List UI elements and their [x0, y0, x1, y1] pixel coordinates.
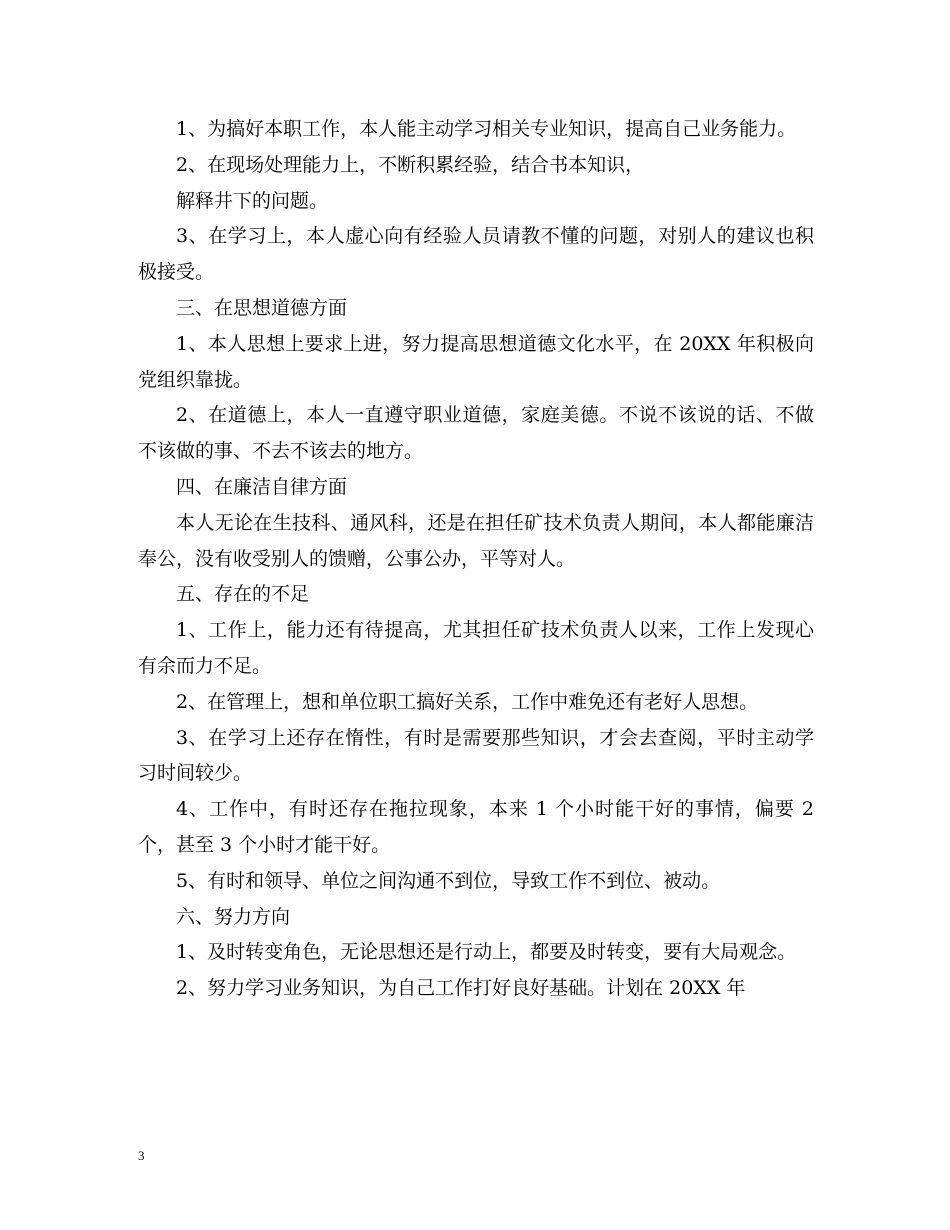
paragraph: 2、在现场处理能力上，不断积累经验，结合书本知识， [176, 153, 645, 176]
paragraph: 1、为搞好本职工作，本人能主动学习相关专业知识，提高自己业务能力。 [176, 118, 797, 140]
paragraph: 1、工作上，能力还有待提高，尤其担任矿技术负责人以来，工作上发现心有余而力不足。 [138, 619, 814, 677]
page-number: 3 [138, 1148, 145, 1163]
paragraph: 3、在学习上还存在惰性，有时是需要那些知识，才会去查阅，平时主动学习时间较少。 [138, 726, 814, 785]
paragraph: 1、本人思想上要求上进，努力提高思想道德文化水平，在 20XX 年积极向党组织靠拢。 [138, 332, 814, 391]
paragraph: 1、及时转变角色，无论思想还是行动上，都要及时转变，要有大局观念。 [176, 941, 797, 964]
paragraph: 5、有时和领导、单位之间沟通不到位，导致工作不到位、被动。 [176, 869, 721, 892]
paragraph: 3、在学习上，本人虚心向有经验人员请教不懂的问题，对别人的建议也积极接受。 [138, 225, 814, 284]
paragraph: 解释井下的问题。 [176, 189, 329, 212]
section-heading: 四、在廉洁自律方面 [176, 475, 348, 498]
body-text [138, 112, 814, 1007]
paragraph: 2、在管理上，想和单位职工搞好关系，工作中难免还有老好人思想。 [176, 690, 759, 713]
paragraph: 2、努力学习业务知识，为自己工作打好良好基础。计划在 20XX 年 [176, 977, 746, 1000]
section-heading: 六、努力方向 [176, 905, 291, 928]
paragraph: 4、工作中，有时还存在拖拉现象，本来 1 个小时能干好的事情，偏要 2 个，甚至 3 个小时才能干好。 [138, 798, 814, 856]
paragraph: 2、在道德上，本人一直遵守职业道德，家庭美德。不说不该说的话、不做不该做的事、不去不该去的地方。 [138, 404, 814, 463]
section-heading: 五、存在的不足 [176, 583, 310, 606]
section-heading: 三、在思想道德方面 [176, 296, 348, 319]
paragraph: 本人无论在生技科、通风科，还是在担任矿技术负责人期间，本人都能廉洁奉公，没有收受别人的馈赠，公事公办，平等对人。 [138, 511, 814, 570]
